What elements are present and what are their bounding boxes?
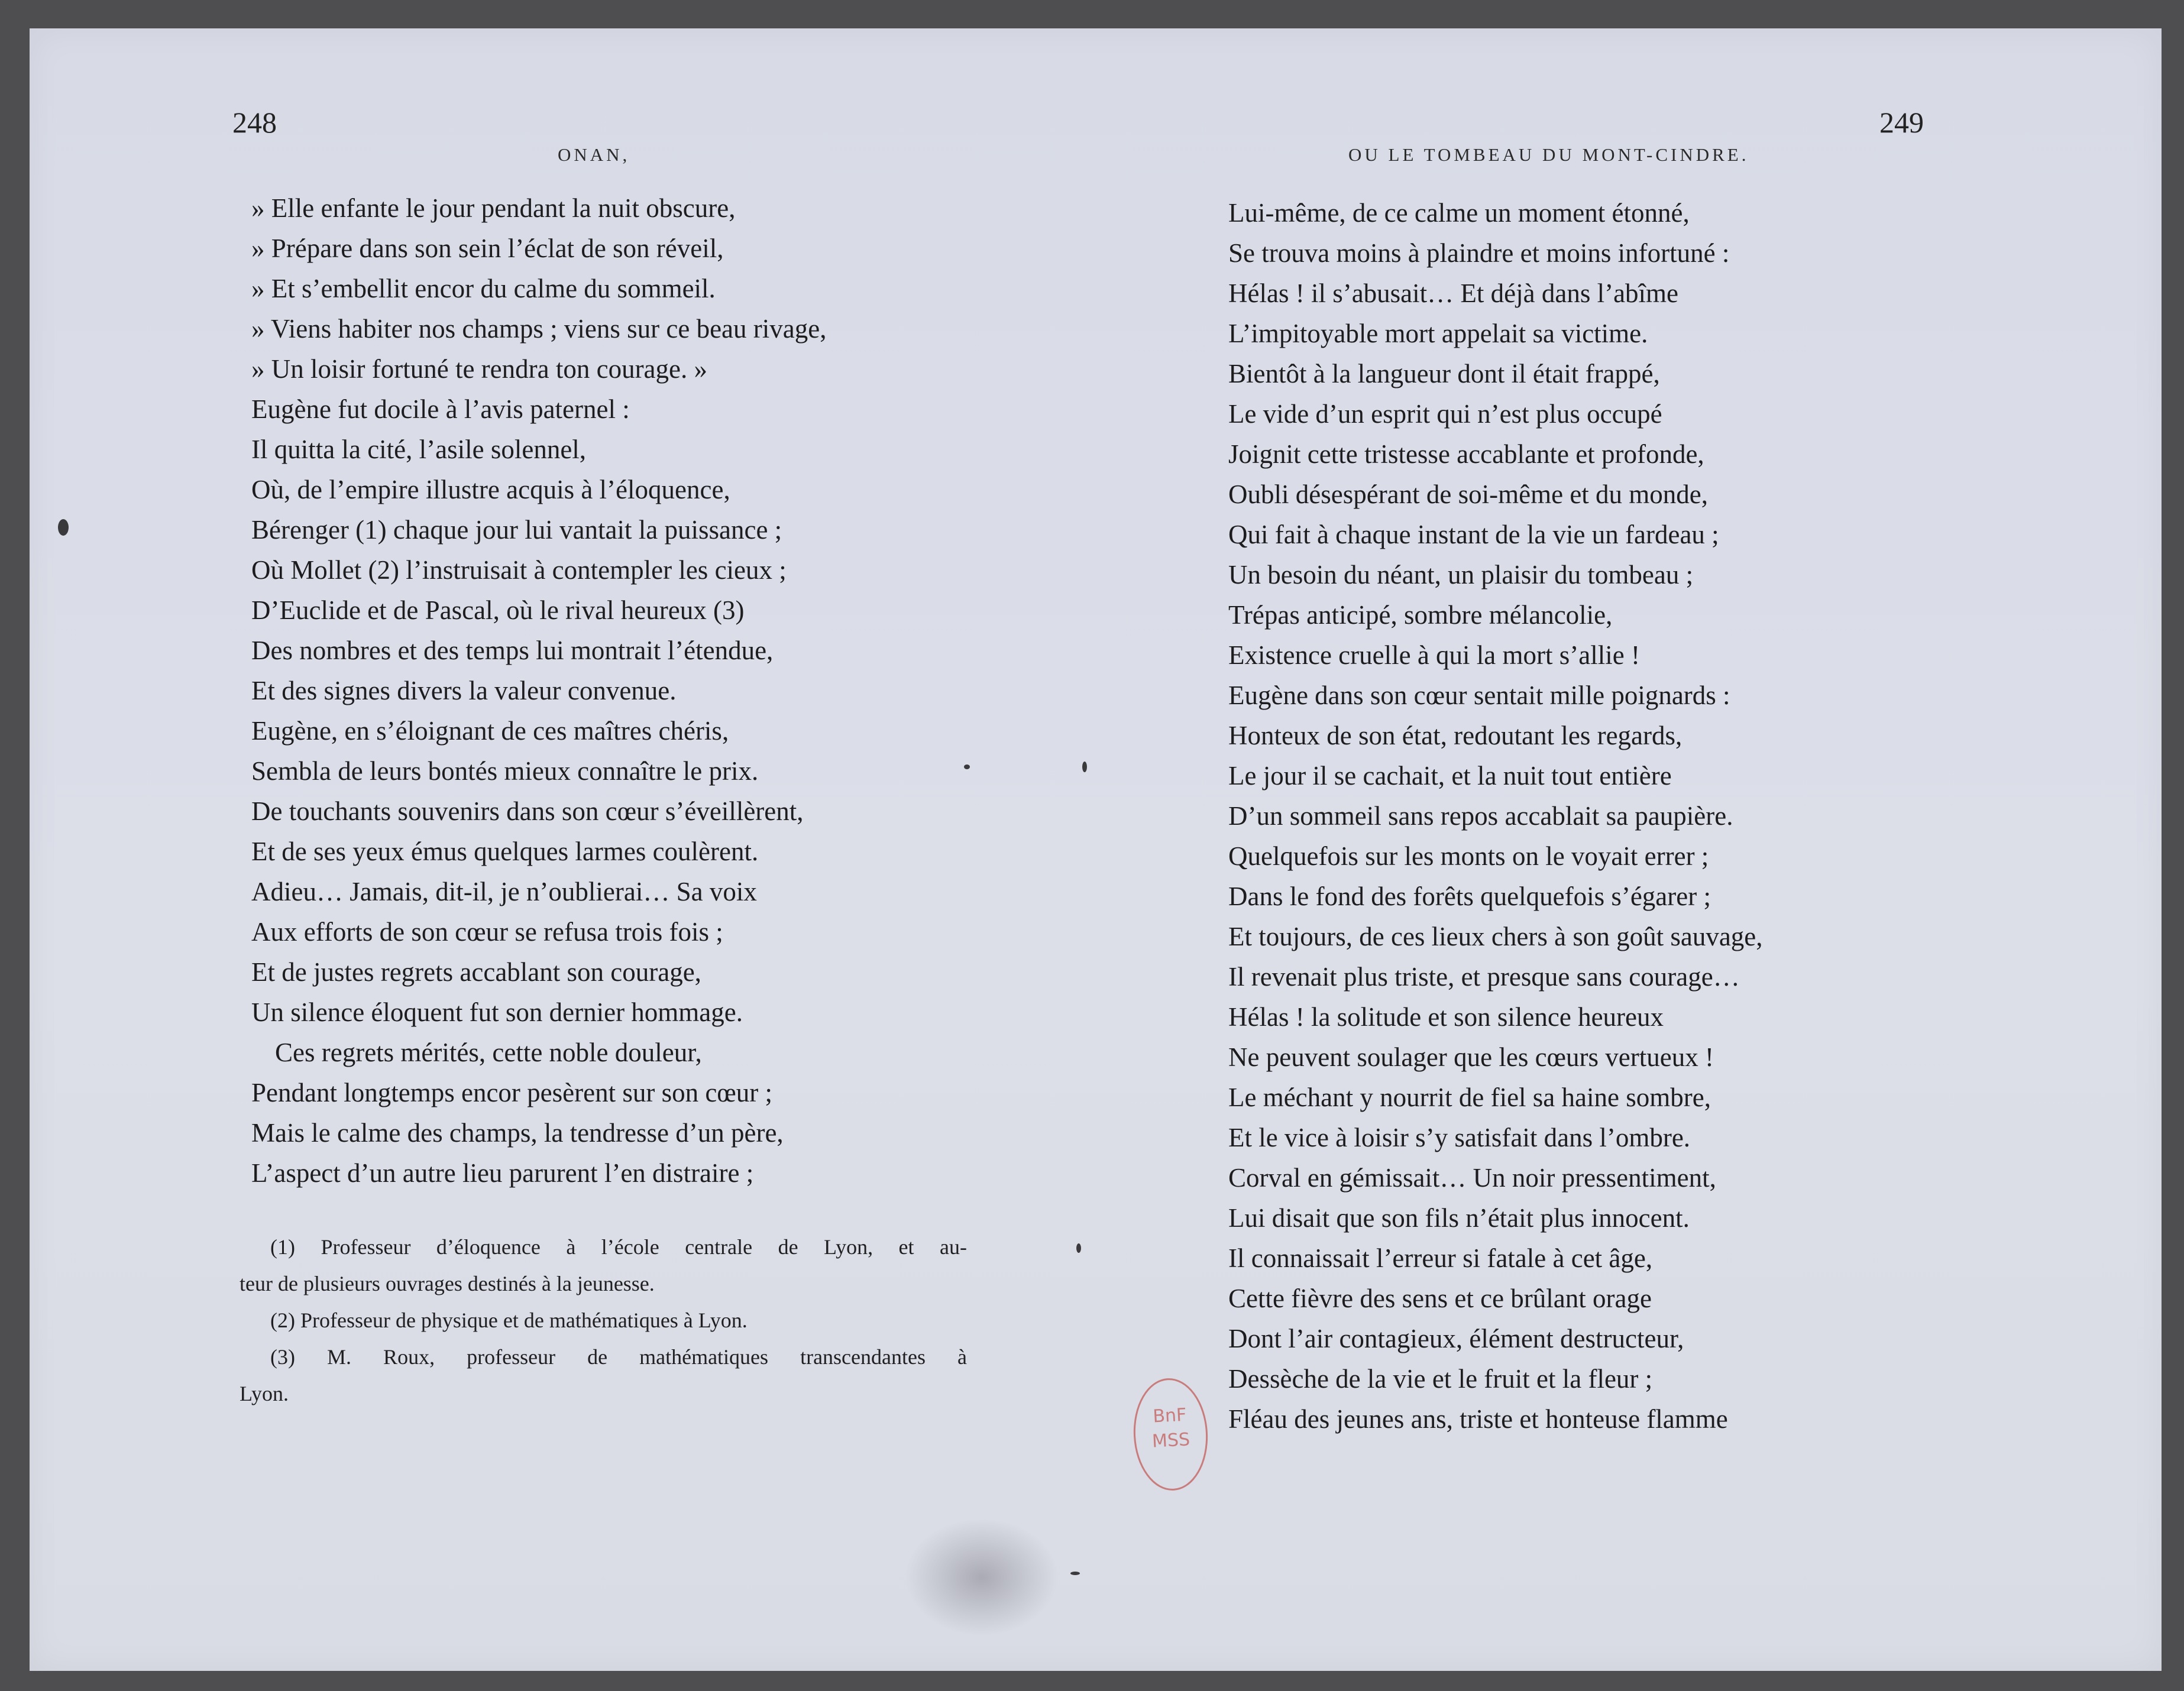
- dust-speck: [1076, 1243, 1081, 1253]
- verse-line: Un besoin du néant, un plaisir du tombeau ;: [1228, 560, 1694, 589]
- verse-line: Joignit cette tristesse accablante et profonde,: [1228, 439, 1704, 469]
- verse-line: Bientôt à la langueur dont il était frappé,: [1228, 359, 1660, 388]
- verse-line: Fléau des jeunes ans, triste et honteuse flamme: [1228, 1404, 1728, 1434]
- verse-line: Eugène fut docile à l’avis paternel :: [251, 394, 630, 424]
- verse-line: Et des signes divers la valeur convenue.: [251, 676, 677, 705]
- verse-line: Ne peuvent soulager que les cœurs vertueux !: [1228, 1042, 1714, 1072]
- verse-line: Où, de l’empire illustre acquis à l’éloquence,: [251, 475, 730, 504]
- footnote-2: [240, 1302, 967, 1339]
- verse-line: Hélas ! il s’abusait… Et déjà dans l’abîme: [1228, 278, 1679, 308]
- verse-line: Existence cruelle à qui la mort s’allie !: [1228, 640, 1640, 670]
- verse-line: Il revenait plus triste, et presque sans courage…: [1228, 962, 1740, 992]
- footnotes: [240, 1229, 967, 1412]
- verse-line: Lui disait que son fils n’était plus innocent.: [1228, 1203, 1690, 1233]
- verse-line: Cette fièvre des sens et ce brûlant orage: [1228, 1284, 1652, 1313]
- verse-line: Dont l’air contagieux, élément destructeur,: [1228, 1324, 1684, 1353]
- right-page-verse: [1228, 193, 1763, 1439]
- verse-line: Et de ses yeux émus quelques larmes coulèrent.: [251, 837, 759, 866]
- footnote-2-text: (2) Professeur de physique et de mathématiques à Lyon.: [270, 1308, 748, 1332]
- verse-line: L’aspect d’un autre lieu parurent l’en distraire ;: [251, 1158, 754, 1188]
- verse-line: Oubli désespérant de soi-même et du monde,: [1228, 480, 1709, 509]
- footnote-3: [240, 1339, 967, 1412]
- verse-line: Hélas ! la solitude et son silence heureux: [1228, 1002, 1664, 1032]
- footnote-3-line-2: Lyon.: [240, 1382, 289, 1405]
- left-running-head: ONAN,: [558, 144, 630, 165]
- verse-line: Corval en gémissait… Un noir pressentiment,: [1228, 1163, 1716, 1193]
- verse-line: » Prépare dans son sein l’éclat de son réveil,: [251, 234, 724, 263]
- verse-line: D’Euclide et de Pascal, où le rival heureux (3): [251, 595, 745, 625]
- verse-line: Des nombres et des temps lui montrait l’étendue,: [251, 636, 774, 665]
- verse-line: Il quitta la cité, l’asile solennel,: [251, 435, 587, 464]
- right-running-head: OU LE TOMBEAU DU MONT-CINDRE.: [1348, 144, 1749, 165]
- verse-line: Aux efforts de son cœur se refusa trois fois ;: [251, 917, 723, 947]
- verse-line: Le vide d’un esprit qui n’est plus occupé: [1228, 399, 1662, 429]
- footnote-1-line-2: teur de plusieurs ouvrages destinés à la jeunesse.: [240, 1272, 655, 1295]
- dust-speck: [1070, 1572, 1080, 1575]
- verse-line: Mais le calme des champs, la tendresse d’un père,: [251, 1118, 784, 1148]
- dust-speck: [1082, 762, 1087, 772]
- library-stamp: [1131, 1376, 1211, 1492]
- verse-line: Le jour il se cachait, et la nuit tout entière: [1228, 761, 1672, 791]
- stamp-line-2: MSS: [1151, 1429, 1190, 1452]
- verse-line: » Un loisir fortuné te rendra ton courage. »: [251, 354, 707, 384]
- verse-line: Se trouva moins à plaindre et moins infortuné :: [1228, 238, 1730, 268]
- verse-line: D’un sommeil sans repos accablait sa paupière.: [1228, 801, 1733, 831]
- verse-line: Sembla de leurs bontés mieux connaître le prix.: [251, 756, 759, 786]
- verse-line: Trépas anticipé, sombre mélancolie,: [1228, 600, 1613, 630]
- verse-line: Et le vice à loisir s’y satisfait dans l’ombre.: [1228, 1123, 1691, 1152]
- footnote-1-line-1: (1) Professeur d’éloquence à l’école centrale de Lyon, et au-: [270, 1235, 967, 1259]
- verse-line: » Elle enfante le jour pendant la nuit obscure,: [251, 193, 736, 223]
- verse-line: » Et s’embellit encor du calme du sommeil.: [251, 274, 716, 303]
- verse-line: Le méchant y nourrit de fiel sa haine sombre,: [1228, 1083, 1711, 1112]
- verse-line: Eugène, en s’éloignant de ces maîtres chéris,: [251, 716, 729, 746]
- dust-speck: [58, 519, 69, 536]
- verse-line: Dessèche de la vie et le fruit et la fleur ;: [1228, 1364, 1653, 1394]
- ink-smudge: [905, 1518, 1059, 1637]
- verse-line: Bérenger (1) chaque jour lui vantait la puissance ;: [251, 515, 782, 545]
- verse-line: Qui fait à chaque instant de la vie un fardeau ;: [1228, 520, 1719, 549]
- verse-line: » Viens habiter nos champs ; viens sur ce beau rivage,: [251, 314, 827, 344]
- verse-line: De touchants souvenirs dans son cœur s’éveillèrent,: [251, 796, 804, 826]
- footnote-3-line-1: (3) M. Roux, professeur de mathématiques transcendantes à: [270, 1345, 967, 1369]
- verse-line: Il connaissait l’erreur si fatale à cet âge,: [1228, 1243, 1653, 1273]
- right-page-number: 249: [1879, 106, 1924, 139]
- verse-line: Eugène dans son cœur sentait mille poignards :: [1228, 681, 1730, 710]
- verse-line: Lui-même, de ce calme un moment étonné,: [1228, 198, 1690, 228]
- verse-line: Adieu… Jamais, dit-il, je n’oublierai… Sa voix: [251, 877, 757, 906]
- verse-line: Où Mollet (2) l’instruisait à contempler les cieux ;: [251, 555, 787, 585]
- stamp-line-1: BnF: [1152, 1404, 1188, 1427]
- left-page-number: 248: [232, 106, 277, 139]
- dust-speck: [964, 764, 970, 769]
- left-page-verse: [251, 188, 826, 1193]
- verse-line: Pendant longtemps encor pesèrent sur son cœur ;: [251, 1078, 773, 1107]
- verse-line: Honteux de son état, redoutant les regards,: [1228, 721, 1683, 750]
- footnote-1: [240, 1229, 967, 1302]
- verse-line: Ces regrets mérités, cette noble douleur,: [275, 1038, 702, 1067]
- scanned-page-spread: [30, 28, 2162, 1671]
- verse-line: Et de justes regrets accablant son courage,: [251, 957, 701, 987]
- verse-line: L’impitoyable mort appelait sa victime.: [1228, 319, 1648, 348]
- verse-line: Et toujours, de ces lieux chers à son goût sauvage,: [1228, 922, 1763, 951]
- verse-line: Quelquefois sur les monts on le voyait errer ;: [1228, 841, 1709, 871]
- verse-line: Un silence éloquent fut son dernier hommage.: [251, 997, 743, 1027]
- verse-line: Dans le fond des forêts quelquefois s’égarer ;: [1228, 882, 1711, 911]
